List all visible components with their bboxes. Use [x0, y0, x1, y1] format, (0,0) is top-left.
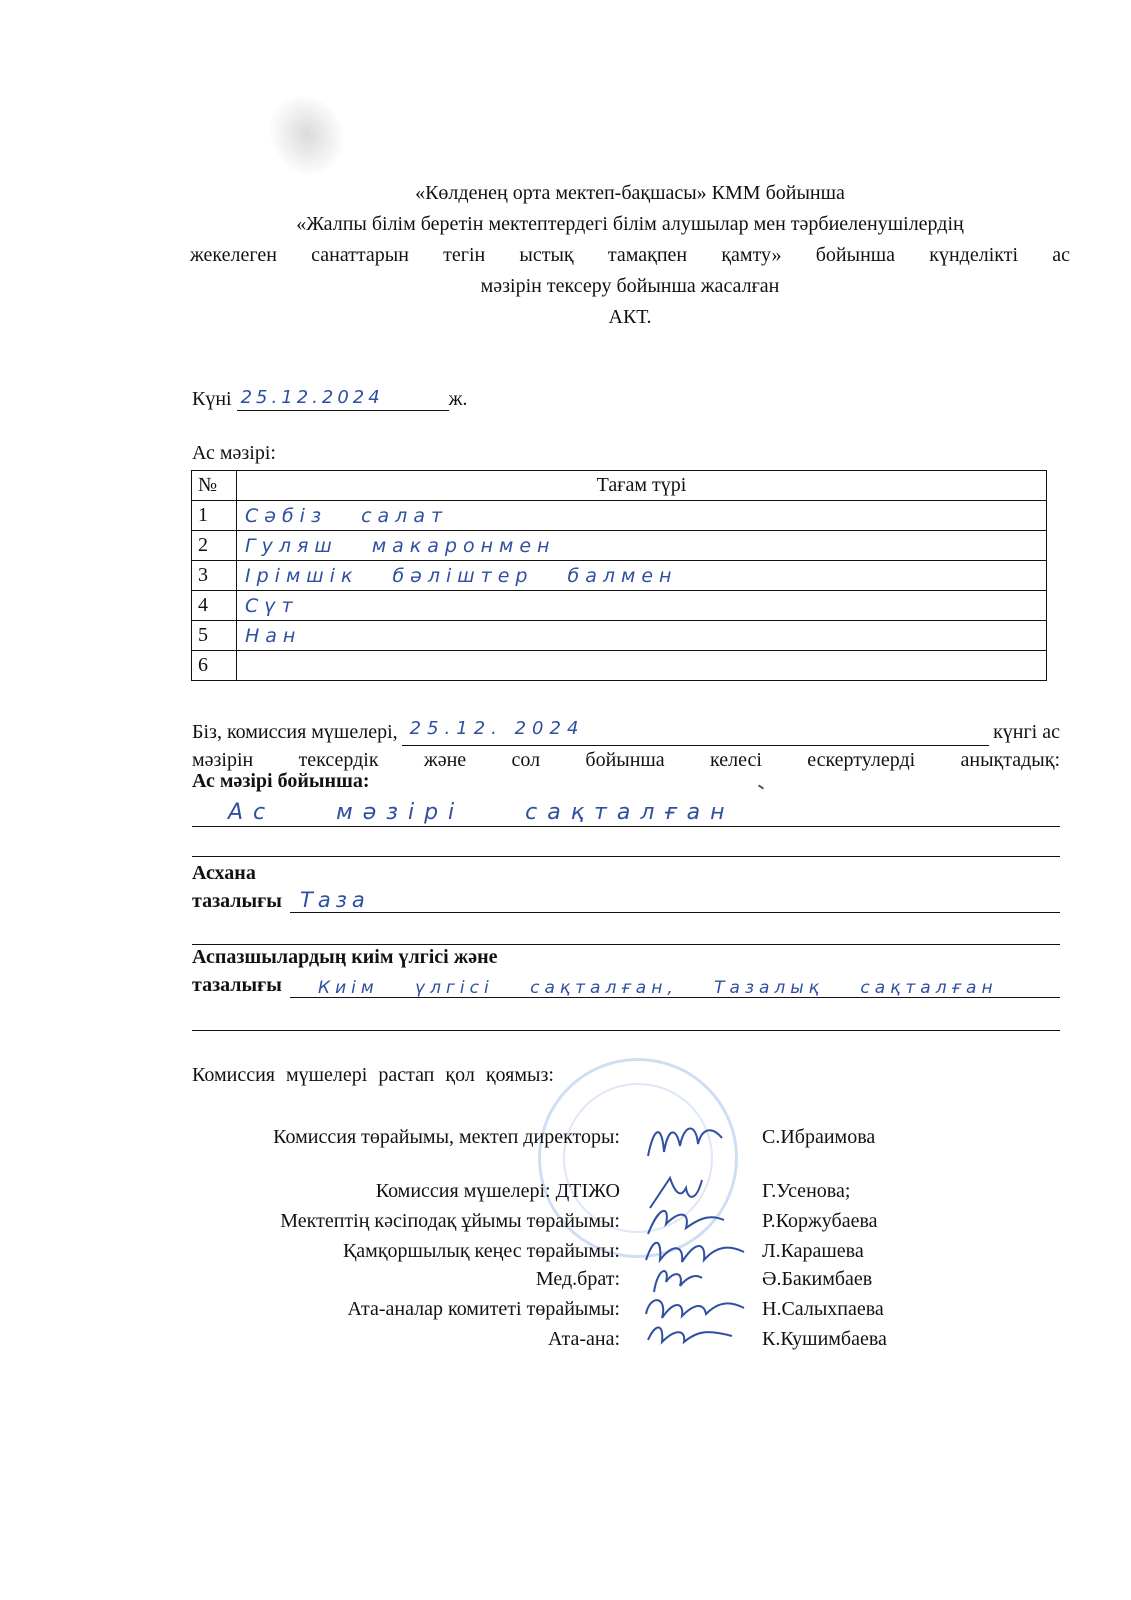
row-number: 6 [192, 651, 237, 681]
signatory-role: Ата-аналар комитеті төрайымы: [347, 1298, 620, 1320]
menu-findings-note: Ас мәзірі сақталған [228, 800, 735, 825]
menu-findings-heading: Ас мәзірі бойынша: [192, 770, 370, 792]
header-line-2: «Жалпы білім беретін мектептердегі білім алушылар мен тәрбиеленушілердің [296, 213, 964, 235]
signatory-role: Қамқоршылық кеңес төрайымы: [342, 1240, 620, 1262]
signature-scribble [640, 1116, 730, 1166]
table-row [192, 561, 1047, 591]
dish-name: Гуляш макаронмен [237, 531, 1047, 561]
kitchen-heading-line-1: Асхана [192, 862, 256, 884]
date-line [192, 388, 512, 411]
statement-date-field [402, 718, 989, 746]
date-suffix: ж. [448, 388, 468, 410]
table-row [192, 501, 1047, 531]
date-field [237, 388, 449, 411]
table-row [192, 621, 1047, 651]
dish-name: Ірімшік бәліштер балмен [237, 561, 1047, 591]
menu-findings-rule-1 [192, 826, 1060, 827]
signatory-role: Комиссия мүшелері: ДТІЖО [375, 1180, 620, 1202]
signatory-role: Мед.брат: [535, 1268, 620, 1290]
signatory-name: Г.Усенова; [762, 1180, 851, 1202]
column-dish-header: Тағам түрі [237, 471, 1047, 501]
row-number: 1 [192, 501, 237, 531]
kitchen-rule-1 [290, 912, 1060, 913]
signature-row [150, 1298, 950, 1326]
signatures-intro: Комиссия мүшелері растап қол қоямыз: [192, 1064, 554, 1086]
signatory-role: Комиссия төрайымы, мектеп директоры: [273, 1126, 620, 1148]
dish-name: Нан [237, 621, 1047, 651]
cooks-heading-line-2: тазалығы [192, 974, 282, 996]
kitchen-heading-line-2: тазалығы [192, 890, 282, 912]
dish-name: Сәбіз салат [237, 501, 1047, 531]
header-line-3: жекелеген санаттарын тегін ыстық тамақпен қамту» бойынша күнделікті ас [190, 244, 1070, 266]
signatory-name: К.Кушимбаева [762, 1328, 887, 1350]
signature-row [150, 1328, 950, 1356]
signature-scribble [640, 1318, 740, 1354]
signatory-name: Р.Коржубаева [762, 1210, 878, 1232]
date-label: Күні [192, 388, 232, 410]
signatory-name: С.Ибраимова [762, 1126, 876, 1148]
column-number-header: № [192, 471, 237, 501]
menu-table-header [192, 471, 1047, 501]
signatory-role: Ата-ана: [548, 1328, 620, 1350]
table-row [192, 651, 1047, 681]
signatory-name: Л.Карашева [762, 1240, 864, 1262]
signatory-role: Мектептің кәсіподақ ұйымы төрайымы: [280, 1210, 620, 1232]
cooks-note: Киім үлгісі сақталған, Тазалық сақталған [318, 978, 998, 998]
date-value: 25.12.2024 [240, 387, 384, 408]
row-number: 2 [192, 531, 237, 561]
cooks-rule-1 [290, 997, 1060, 998]
kitchen-rule-2 [192, 944, 1060, 945]
signatory-name: Н.Салыхпаева [762, 1298, 884, 1320]
signatory-name: Ә.Бакимбаев [762, 1268, 873, 1290]
document-header [190, 178, 1070, 333]
statement-part-2: күнгі ас [993, 721, 1060, 743]
table-row [192, 531, 1047, 561]
signature-row [150, 1210, 950, 1238]
paper-smudge [258, 84, 355, 186]
dish-name [237, 651, 1047, 681]
signature-row [150, 1240, 950, 1268]
header-line-4: мәзірін тексеру бойынша жасалған [480, 275, 780, 297]
cooks-heading-line-1: Аспазшылардың киім үлгісі және [192, 946, 498, 968]
table-row [192, 591, 1047, 621]
header-line-1: «Көлденең орта мектеп-бақшасы» КММ бойынша [415, 182, 845, 204]
row-number: 3 [192, 561, 237, 591]
commission-statement [192, 718, 1060, 774]
signature-row [150, 1126, 950, 1154]
cooks-rule-2 [192, 1030, 1060, 1031]
menu-table [191, 470, 1047, 681]
menu-label: Ас мәзірі: [192, 442, 276, 464]
document-title: АКТ. [608, 306, 652, 328]
statement-date-value: 25.12. 2024 [409, 718, 585, 739]
menu-findings-rule-2 [192, 856, 1060, 857]
dish-name: Сүт [237, 591, 1047, 621]
statement-part-1: Біз, комиссия мүшелері, [192, 721, 398, 743]
signature-row [150, 1180, 950, 1208]
row-number: 4 [192, 591, 237, 621]
kitchen-note: Таза [300, 888, 370, 912]
statement-line-2: мәзірін тексердік және сол бойынша келесі ескертулерді анықтадық: [192, 749, 1060, 771]
row-number: 5 [192, 621, 237, 651]
signature-row [150, 1268, 950, 1296]
